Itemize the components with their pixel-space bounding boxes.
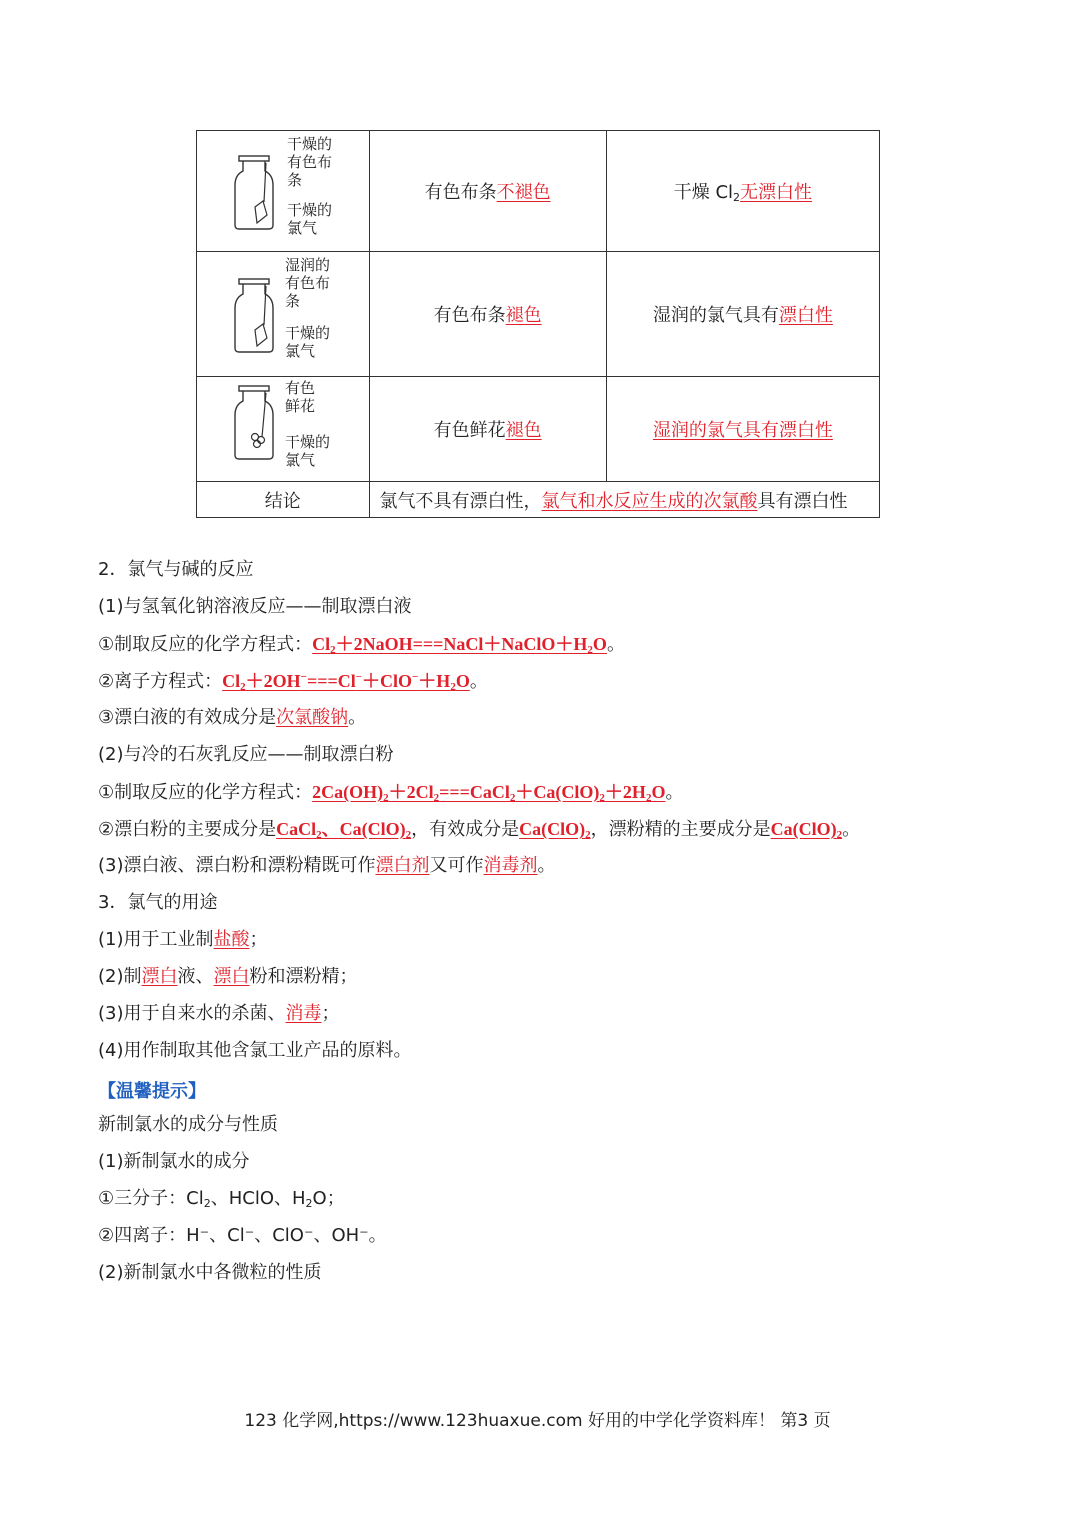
paragraph: ①三分子：$Cl_2$、HClO、$H_2O$；	[98, 1188, 345, 1210]
conclusion-cell: 干燥 $Cl_2$无漂白性	[606, 131, 879, 252]
answer: $Ca(ClO)_2$	[519, 819, 591, 841]
equation: $Cl_2+2NaOH===NaCl+NaClO+H_2O$	[312, 634, 607, 656]
gas-jar-wet-cloth-icon	[233, 278, 283, 354]
answer: 漂白	[141, 966, 178, 987]
experiment-table	[196, 130, 880, 518]
paragraph: ①制取反应的化学方程式：$Cl_2+2NaOH===NaCl+NaClO+H_2O$。	[98, 634, 625, 656]
paragraph: ②漂白粉的主要成分是CaCl$_2$、$Ca(ClO)_2$，有效成分是$Ca(ClO)_2$，漂粉精的主要成分是$Ca(ClO)_2$。	[98, 819, 861, 841]
answer: 湿润的氯气具有漂白性	[652, 420, 833, 441]
answer: 消毒	[285, 1003, 322, 1024]
paragraph: (4)用作制取其他含氯工业产品的原料。	[98, 1040, 412, 1061]
paragraph: (1)新制氯水的成分	[98, 1151, 250, 1172]
page-footer: 123 化学网,https://www.123huaxue.com 好用的中学化学资料库！ 第3 页	[244, 1411, 831, 1431]
jar-label-top: 有色 鲜花	[285, 379, 316, 415]
jar-label-top: 干燥的 有色布 条	[287, 135, 333, 189]
equation: $2Ca(OH)_2+2Cl_2===CaCl_2+Ca(ClO)_2+2H_2O$	[312, 782, 666, 804]
paragraph: (3)用于自来水的杀菌、消毒；	[98, 1003, 340, 1024]
paragraph: (2)新制氯水中各微粒的性质	[98, 1262, 322, 1283]
answer: 盐酸	[213, 929, 250, 950]
gas-jar-flower-icon	[233, 385, 283, 461]
paragraph: 新制氯水的成分与性质	[98, 1114, 278, 1135]
phenomenon-cell: 有色鲜花褪色	[369, 377, 606, 482]
answer: 无漂白性	[740, 182, 813, 203]
jar-cell	[197, 377, 370, 482]
answer: 消毒剂	[483, 855, 538, 876]
body-text	[98, 556, 998, 1296]
paragraph: (2)与冷的石灰乳反应——制取漂白粉	[98, 744, 394, 765]
jar-label-bottom: 干燥的 氯气	[285, 324, 331, 360]
summary-label: 结论	[197, 482, 370, 518]
table-row	[197, 482, 880, 518]
paragraph: ①制取反应的化学方程式：$2Ca(OH)_2+2Cl_2===CaCl_2+Ca(ClO)_2+2H_2O$。	[98, 782, 684, 804]
conclusion-cell: 湿润的氯气具有漂白性	[606, 252, 879, 377]
paragraph: ②离子方程式：$Cl_2+2OH^-===Cl^-+ClO^-+H_2O$。	[98, 671, 488, 693]
jar-cell	[197, 131, 370, 252]
answer: 次氯酸钠	[276, 707, 349, 728]
jar-cell	[197, 252, 370, 377]
paragraph: ③漂白液的有效成分是次氯酸钠。	[98, 707, 367, 728]
jar-label-bottom: 干燥的 氯气	[285, 433, 331, 469]
phenomenon-cell: 有色布条褪色	[369, 252, 606, 377]
table-row	[197, 252, 880, 377]
answer: 氯气和水反应生成的次氯酸	[541, 490, 758, 512]
answer: CaCl$_2$、$Ca(ClO)_2$	[276, 819, 412, 841]
equation: $Cl_2+2OH^-===Cl^-+ClO^-+H_2O$	[222, 671, 470, 693]
tip-heading: 【温馨提示】	[98, 1081, 206, 1102]
answer: 漂白剂	[375, 855, 430, 876]
summary-cell: 氯气不具有漂白性，氯气和水反应生成的次氯酸具有漂白性	[369, 482, 880, 518]
phenomenon-cell: 有色布条不褪色	[369, 131, 606, 252]
answer: 漂白	[213, 966, 250, 987]
paragraph: ②四离子：H⁻、Cl⁻、ClO⁻、OH⁻。	[98, 1225, 387, 1246]
conclusion-cell	[606, 377, 879, 482]
answer: 漂白性	[778, 305, 833, 326]
answer: $Ca(ClO)_2$	[770, 819, 843, 841]
answer: 褪色	[505, 420, 542, 441]
table-row	[197, 377, 880, 482]
answer: 褪色	[505, 305, 542, 326]
paragraph: (1)与氢氧化钠溶液反应——制取漂白液	[98, 596, 412, 617]
section-heading: 3．氯气的用途	[98, 892, 218, 913]
jar-label-top: 湿润的 有色布 条	[285, 256, 331, 310]
paragraph: (1)用于工业制盐酸；	[98, 929, 268, 950]
paragraph: (2)制漂白液、漂白粉和漂粉精；	[98, 966, 358, 987]
paragraph: (3)漂白液、漂白粉和漂粉精既可作漂白剂又可作消毒剂。	[98, 855, 556, 876]
section-heading: 2．氯气与碱的反应	[98, 559, 254, 580]
jar-label-bottom: 干燥的 氯气	[287, 201, 333, 237]
table-row	[197, 131, 880, 252]
gas-jar-dry-cloth-icon	[233, 155, 283, 231]
answer: 不褪色	[496, 182, 551, 203]
